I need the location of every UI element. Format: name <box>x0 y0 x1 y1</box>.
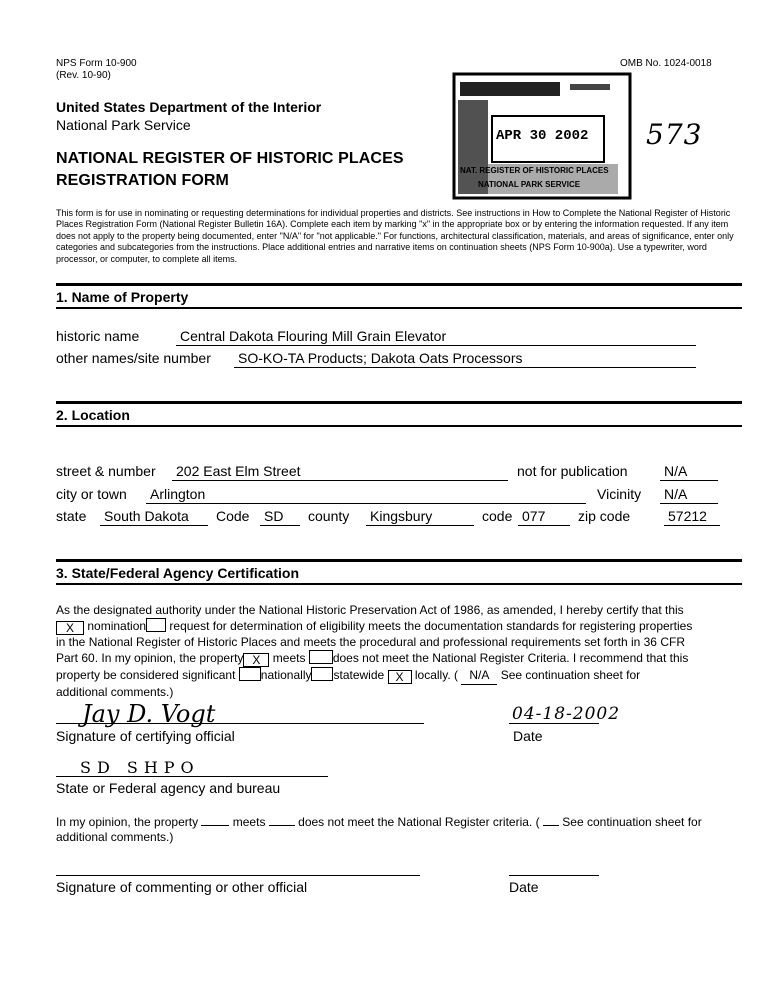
cert-line <box>56 685 746 700</box>
agency-line <box>56 776 328 777</box>
meets-label: meets <box>272 651 306 666</box>
cert-intro: As the designated authority under the National Historic Preservation Act of 1986, as amended, I hereby certify that this <box>56 603 684 617</box>
service-name: National Park Service <box>56 117 191 133</box>
section2-heading: 2. Location <box>56 407 130 423</box>
statewide-label: statewide <box>333 668 385 683</box>
cert-line <box>56 650 746 667</box>
cert-text: additional comments.) <box>56 684 174 699</box>
omb-number: OMB No. 1024-0018 <box>620 58 712 69</box>
vicinity-field[interactable]: N/A <box>660 486 718 504</box>
city-field[interactable]: Arlington <box>146 486 586 504</box>
commenting-opinion <box>56 815 702 845</box>
street-field[interactable]: 202 East Elm Street <box>172 463 508 481</box>
does-not-meet-label: does not meet the National Register Criteria. I recommend that this <box>332 651 689 666</box>
opinion-not-meet-label: does not meet the National Register criteria. ( <box>298 815 540 829</box>
form-revision: (Rev. 10-90) <box>56 70 111 81</box>
zip-label: zip code <box>578 508 631 524</box>
certification-date: 04-18-2002 <box>512 704 621 724</box>
signature-line <box>56 723 424 724</box>
historic-name-label: historic name <box>56 328 140 344</box>
section-divider <box>56 307 742 309</box>
section-divider <box>56 425 742 427</box>
state-label: state <box>56 508 87 524</box>
opinion-continuation-blank[interactable] <box>543 825 559 826</box>
opinion-meets-label: meets <box>232 815 266 829</box>
does-not-meet-checkbox[interactable] <box>309 650 333 664</box>
signature-label: Signature of certifying official <box>56 728 235 744</box>
opinion-continuation-label: See continuation sheet for <box>562 815 702 829</box>
received-stamp <box>452 72 632 200</box>
stamp-register: NAT. REGISTER OF HISTORIC PLACES <box>460 166 609 175</box>
section-divider <box>56 401 742 404</box>
stamp-service: NATIONAL PARK SERVICE <box>478 180 581 189</box>
comment-date-label: Date <box>509 879 539 895</box>
opinion-line <box>56 830 702 845</box>
form-number: NPS Form 10-900 <box>56 58 137 69</box>
cert-text: in the National Register of Historic Places and meets the procedural and professional requirements set forth in 36 CFR <box>56 635 685 650</box>
form-title-line1: NATIONAL REGISTER OF HISTORIC PLACES <box>56 150 404 167</box>
instructions-paragraph: This form is for use in nominating or requesting determinations for individual properties and districts. See instructions in How to Complete the National Register of Historic Places Registration Form (National Register Bulletin 16A). Complete each item by marking "x" in the appropriate box or by entering the information requested. If any item does not apply to the property being documented, enter "N/A" for "not applicable." For functions, architectural classification, materials, and areas of significance, enter only categories and subcategories from the instructions. Place additional entries and narrative items on continuation sheets (NPS Form 10-900a). Use a typewriter, word processor, or computer, to complete all items. <box>56 208 734 264</box>
cert-line <box>56 635 746 650</box>
certifying-signature: Jay D. Vogt <box>82 700 216 728</box>
other-names-label: other names/site number <box>56 350 211 366</box>
comment-date-line <box>509 875 599 876</box>
nationally-label: nationally <box>260 668 312 683</box>
agency-handwritten: SD SHPO <box>80 758 200 777</box>
state-field[interactable]: South Dakota <box>100 508 208 526</box>
state-code-label: Code <box>216 508 250 524</box>
request-label: request for determination of eligibility meets the documentation standards for registering properties <box>169 619 693 634</box>
opinion-not-meet-blank[interactable] <box>269 825 295 826</box>
not-for-publication-field[interactable]: N/A <box>660 463 718 481</box>
comment-signature-label: Signature of commenting or other official <box>56 879 308 895</box>
opinion-line <box>56 815 702 830</box>
date-label: Date <box>513 728 543 744</box>
zip-field[interactable]: 57212 <box>664 508 720 526</box>
nomination-checkbox[interactable]: X <box>56 621 84 635</box>
locally-checkbox[interactable]: X <box>388 670 412 684</box>
nomination-label: nomination <box>87 619 147 634</box>
certification-statement <box>56 603 746 700</box>
county-field[interactable]: Kingsbury <box>366 508 474 526</box>
county-label: county <box>308 508 350 524</box>
continuation-label: See continuation sheet for <box>500 668 641 683</box>
date-line <box>509 723 599 724</box>
vicinity-label: Vicinity <box>597 486 642 502</box>
continuation-sheet-field[interactable]: N/A <box>461 668 497 684</box>
cert-line <box>56 618 746 635</box>
cert-line <box>56 603 746 618</box>
opinion-meets-blank[interactable] <box>201 825 229 826</box>
cert-text: Part 60. In my opinion, the property <box>56 651 244 666</box>
section-divider <box>56 283 742 286</box>
cert-line <box>56 667 746 684</box>
stamp-date: APR 30 2002 <box>496 128 589 144</box>
section3-heading: 3. State/Federal Agency Certification <box>56 565 299 581</box>
county-code-label: code <box>482 508 513 524</box>
cert-text: property be considered significant <box>56 668 236 683</box>
meets-checkbox[interactable]: X <box>243 653 269 667</box>
nationally-checkbox[interactable] <box>239 667 261 681</box>
section-divider <box>56 583 742 585</box>
state-code-field[interactable]: SD <box>260 508 300 526</box>
statewide-checkbox[interactable] <box>311 667 333 681</box>
section1-heading: 1. Name of Property <box>56 289 189 305</box>
agency-label: State or Federal agency and bureau <box>56 780 281 796</box>
form-title-line2: REGISTRATION FORM <box>56 172 229 189</box>
locally-label: locally. ( <box>414 668 458 683</box>
request-checkbox[interactable] <box>146 618 166 632</box>
street-label: street & number <box>56 463 156 479</box>
historic-name-field[interactable]: Central Dakota Flouring Mill Grain Elevator <box>176 328 696 346</box>
comment-signature-line <box>56 875 420 876</box>
city-label: city or town <box>56 486 127 502</box>
opinion-text: In my opinion, the property <box>56 815 199 829</box>
section-divider <box>56 559 742 562</box>
other-names-field[interactable]: SO-KO-TA Products; Dakota Oats Processors <box>234 350 696 368</box>
county-code-field[interactable]: 077 <box>518 508 570 526</box>
opinion-text: additional comments.) <box>56 830 174 844</box>
not-for-publication-label: not for publication <box>517 463 628 479</box>
department-name: United States Department of the Interior <box>56 99 322 115</box>
handwritten-reference-number: 573 <box>646 118 703 151</box>
